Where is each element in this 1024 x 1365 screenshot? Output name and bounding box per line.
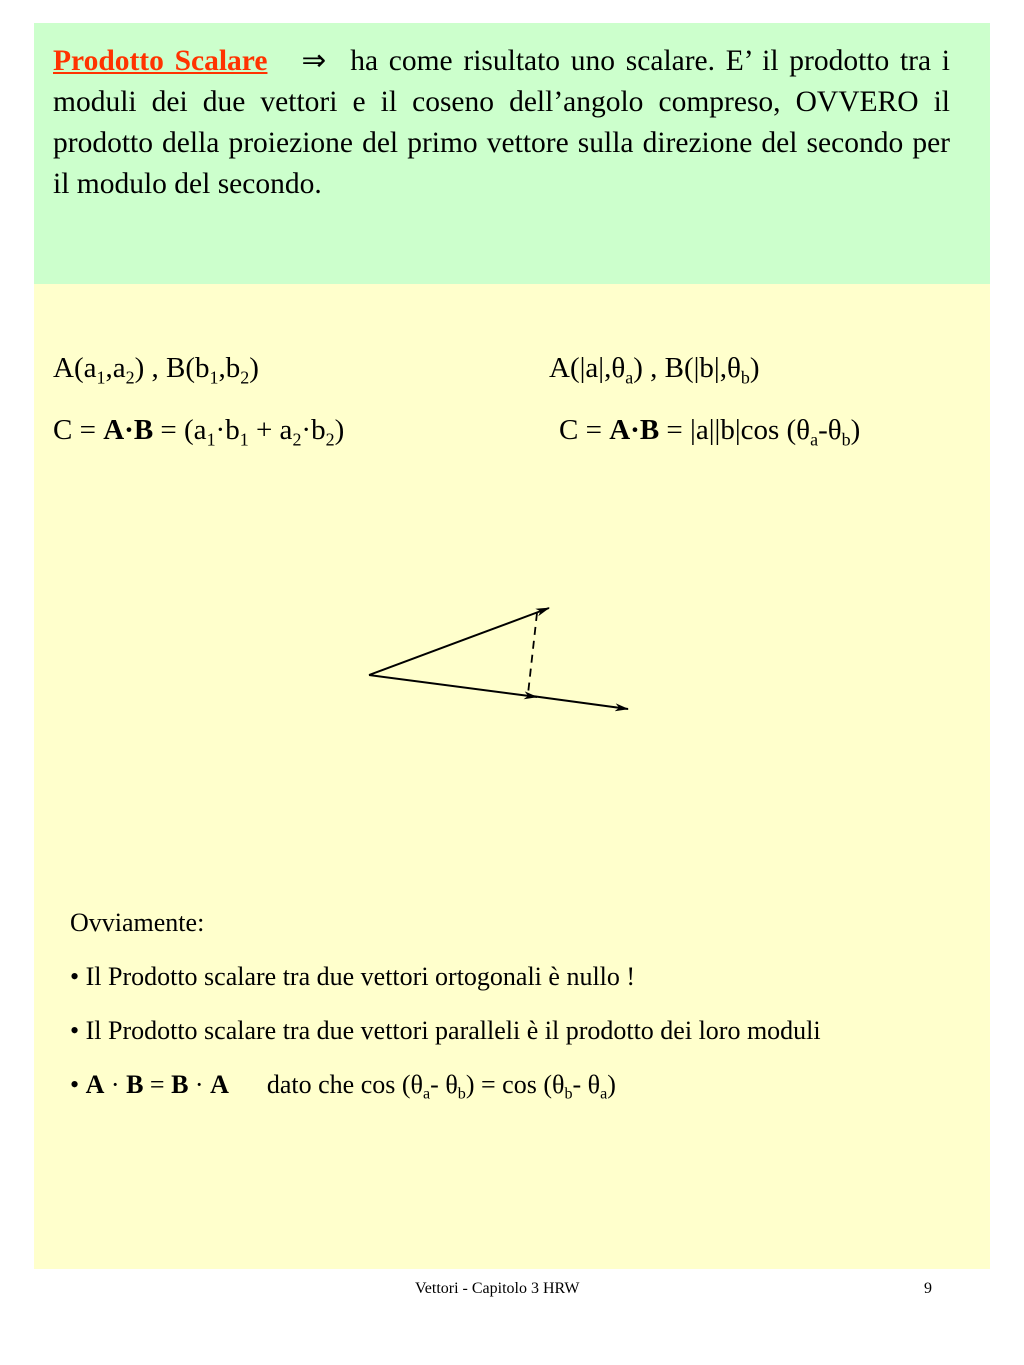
note-parallel: • Il Prodotto scalare tra due vettori paralleli è il prodotto dei loro moduli: [70, 1016, 821, 1045]
notes-heading: Ovviamente:: [70, 908, 205, 937]
note-commutative: • A · B = B · A dato che $\cos (\theta_a-$ $\theta_b) = \cos (\theta_b-$ $\theta_a$): [70, 1070, 616, 1103]
implies-arrow-icon: ⇒: [301, 45, 327, 77]
cartesian-product-formula: $C = A\cdot B = (a_1\cdot b_1 + a_2\cdot b_2)$: [53, 414, 345, 450]
term-title: Prodotto Scalare: [53, 45, 268, 77]
projection-dashed-line: [528, 613, 537, 694]
definition-text: [53, 41, 950, 205]
note-orthogonal: • Il Prodotto scalare tra due vettori ortogonali è nullo !: [70, 962, 636, 991]
definition-box: [34, 23, 990, 284]
content-box: [34, 284, 990, 1269]
polar-product-formula: C = A·B = |a||b|cos $(\theta_a-\theta_b)$: [559, 414, 861, 450]
vector-a: [369, 608, 549, 675]
footer-title: Vettori - Capitolo 3 HRW: [415, 1280, 580, 1297]
polar-definition: $A(|a|,\theta_a)$ , $B(|b|,\theta_b)$: [549, 352, 760, 388]
vector-b: [532, 696, 628, 709]
page-number: 9: [924, 1280, 932, 1297]
definition-body: ha come risultato uno scalare. E’ il prodotto tra i moduli dei due vettori e il coseno dell’angolo compreso, OVVERO il prodotto della proiezione del primo vettore sulla direzione del secondo per il modulo del secondo.: [53, 45, 950, 200]
vector-a-projection: [369, 675, 537, 697]
cartesian-definition: $A(a_1,a_2)$ , $B(b_1,b_2)$: [53, 352, 259, 388]
notes-list: [70, 908, 821, 1124]
